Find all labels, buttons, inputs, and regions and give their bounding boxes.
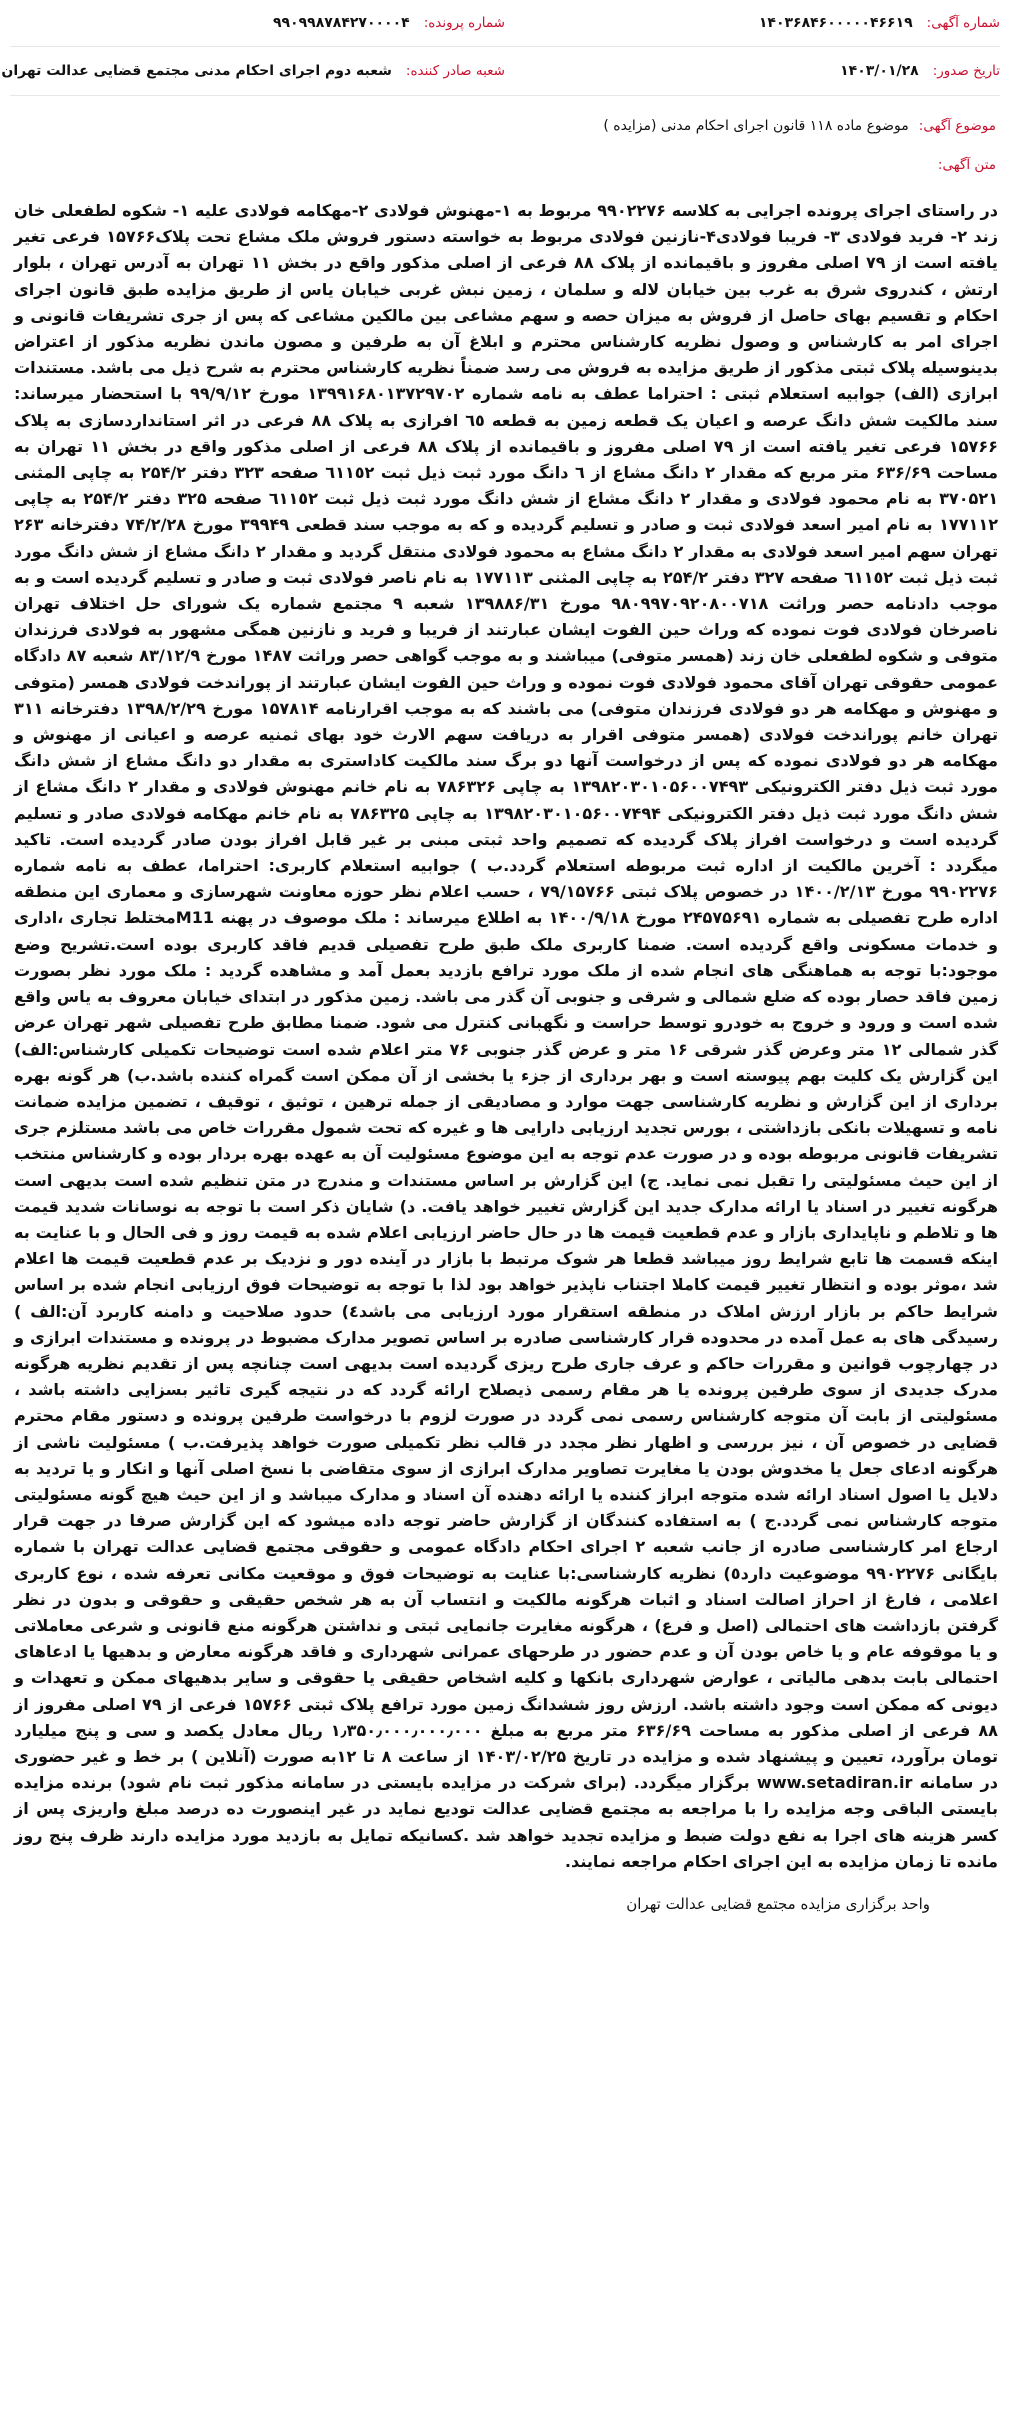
ad-number-label: شماره آگهی: [926, 15, 1000, 31]
ad-number-field [505, 15, 1000, 31]
issuer-value: شعبه دوم اجرای احکام مدنی مجتمع قضایی عدالت تهران [1, 63, 392, 79]
ad-number-value: ۱۴۰۳۶۸۴۶۰۰۰۰۰۴۶۶۱۹ [758, 15, 913, 31]
notice-body-text: در راستای اجرای پرونده اجرایی به کلاسه ۹۹۰۲۲۷۶ مربوط به ۱-مهنوش فولادی ۲-مهکامه فولادی علیه ۱- شکوه لطفعلی خان زند ۲- فرید فولادی ۳- فریبا فولادی۴-نازنین فولادی مربوط به خواسته دستور فروش ملک مشاع تحت پلاک۱۵۷۶۶ فرعی تغیر یافته است از ۷۹ اصلی مفروز و باقیمانده از پلاک ۸۸ فرعی از اصلی مذکور واقع در بخش ۱۱ تهران به آدرس تهران ، بلوار ارتش ، کندروی شرق به غرب بین خیابان لاله و سلمان ، زمین نبش غربی خیابان یاس از طریق مزایده طبق قانون اجرای احکام و تقسیم بهای حاصل از فروش به میزان حصه و سهم مشاعی بین مالکین مشاعی که پس از جری تشریفات قانونی و اجرای امر به کارشناس و وصول نظریه کارشناس محترم و ابلاغ آن به طرفین و مصون ماندن نظریه مذکور از اعتراض بدینوسیله پلاک ثبتی مذکور از طریق مزایده به فروش می رسد ضمناً نظریه کارشناس محترم به شرح ذیل می باشد. مستندات ابرازی (الف) جوابیه استعلام ثبتی : احتراما عطف به نامه شماره ۱۳۹۹۱۶۸۰۱۳۷۲۹۷۰۲ مورخ ۹۹/۹/۱۲ با استحضار میرساند: سند مالکیت شش دانگ عرصه و اعیان یک قطعه زمین به قطعه ٦٥ افرازی به پلاک ۸۸ فرعی در اثر استانداردسازی به پلاک ۱۵۷۶۶ فرعی تغیر یافته است از ۷۹ اصلی مفروز و باقیمانده از پلاک ۸۸ فرعی از اصلی مذکور واقع در بخش ۱۱ تهران به مساحت ۶۳۶/۶۹ متر مربع که مقدار ۲ دانگ مشاع از ٦ دانگ مورد ثبت ذیل ثبت ٦١١٥٢ صفحه ۳۲۳ دفتر ۲۵۴/۲ به چاپی المثنی ۳۷۰۵۲۱ به نام محمود فولادی و مقدار ۲ دانگ مشاع از شش دانگ مورد ثبت ذیل ثبت ٦١١٥٢ صفحه ۳۲۵ دفتر ۲۵۴/۲ به چاپی ۱۷۷۱۱۲ به نام امیر اسعد فولادی ثبت و صادر و تسلیم گردیده و که به موجب سند قطعی ۳۹۹۴۹ مورخ ۷۴/۲/۲۸ دفترخانه ۲۶۳ تهران سهم امیر اسعد فولادی به مقدار ۲ دانگ مشاع به محمود فولادی منتقل گردید و مقدار ۲ دانگ مشاع از شش دانگ مورد ثبت ذیل ثبت ٦١١٥٢ صفحه ۳۲۷ دفتر ۲۵۴/۲ به چاپی المثنی ۱۷۷۱۱۳ به نام ناصر فولادی ثبت و صادر و تسلیم گردیده است و به موجب دادنامه حصر وراثت ۹۸۰۹۹۷۰۹۲۰۸۰۰۷۱۸ مورخ ۱۳۹۸۸۶/۳۱ شعبه ۹ مجتمع شماره یک شورای حل اختلاف تهران ناصرخان فولادی فوت نموده که وراث حین الفوت ایشان عبارتند از فریبا و فرید و نازنین همگی مشهور به فولادی فرزندان متوفی و شکوه لطفعلی خان زند (همسر متوفی) میباشند و به موجب گواهی حصر وراثت ۱۴۸۷ مورخ ۸۳/۱۲/۹ شعبه ۸۷ دادگاه عمومی حقوقی تهران آقای محمود فولادی فوت نموده و وراث حین الفوت ایشان عبارتند از پوراندخت فولادی همسر (متوفی و مهنوش و مهکامه هر دو فولادی فرزندان متوفی) می باشند که به موجب اقرارنامه ۱۵۷۸۱۴ مورخ ۱۳۹۸/۲/۲۹ دفترخانه ۳۱۱ تهران خانم پوراندخت فولادی (همسر متوفی اقرار به دریافت سهم الارث خود بهای ثمنیه عرصه و اعیانی از مهنوش و مهکامه هر دو فولادی نموده که پس از درخواست آنها دو برگ سند مالکیت کاداستری به مقدار دو دانگ مشاع از شش دانگ مورد ثبت ذیل دفتر الکترونیکی ۱۳۹۸۲۰۳۰۱۰۵۶۰۰۷۴۹۳ به چاپی ۷۸۶۳۲۶ به نام خانم مهنوش فولادی و مقدار ۲ دانگ مشاع از شش دانگ مورد ثبت ذیل دفتر الکترونیکی ۱۳۹۸۲۰۳۰۱۰۵۶۰۰۷۴۹۴ به چاپی ۷۸۶۳۲۵ به نام خانم مهکامه فولادی صادر و تسلیم گردیده است و درخواست افراز پلاک گردیده که تصمیم واحد ثبتی مبنی بر غیر قابل افراز بودن صادر گردیده است. تاکید میگردد : آخرین مالکیت از اداره ثبت مربوطه استعلام گردد.ب ) جوابیه استعلام کاربری: احتراما، عطف به نامه شماره ۹۹۰۲۲۷۶ مورخ ۱۴۰۰/۲/۱۳ در خصوص پلاک ثبتی ۷۹/۱۵۷۶۶ ، حسب اعلام نظر حوزه معاونت شهرسازی و معماری این منطقه اداره طرح تفصیلی به شماره ۲۴۵۷۵۶۹۱ مورخ ۱۴۰۰/۹/۱۸ به اطلاع میرساند : ملک موصوف در پهنه M11مختلط تجاری ،اداری و خدمات مسکونی واقع گردیده است. ضمنا کاربری ملک طبق طرح تفصیلی قدیم فاقد کاربری بوده است.تشریح وضع موجود:با توجه به هماهنگی های انجام شده از ملک مورد ترافع بازدید بعمل آمد و مشاهده گردید : ملک مورد نظر بصورت زمین فاقد حصار بوده که ضلع شمالی و شرقی و جنوبی آن گذر می باشد. زمین مذکور در ابتدای خیابان معروف به یاس واقع شده است و ورود و خروج به خودرو توسط حراست و نگهبانی کنترل می شود. ضمنا مطابق طرح تفصیلی شهر تهران عرض گذر شمالی ۱۲ متر وعرض گذر شرقی ۱۶ متر و عرض گذر جنوبی ۷۶ متر اعلام شده است توضیحات تکمیلی کارشناس:الف) این گزارش یک کلیت بهم پیوسته است و بهر برداری از جزء یا بخشی از آن ممکن است گمراه کننده باشد.ب) هر گونه بهره برداری از این گزارش و نظریه کارشناسی جهت موارد و مصادیقی از جمله ترهین ، توثیق ، توقیف ، تضمین مزایده ضمانت نامه و تسهیلات بانکی بازداشتی ، بورس تجدید ارزیابی دارایی ها و غیره که تحت شمول مقررات خاص می باشد مستلزم جری تشریفات قانونی مربوطه بوده و در صورت عدم توجه به این موضوع مسئولیت آن به عهده بهره بردار بوده و کارشناس منتخب از این حیث مسئولیتی را تقبل نمی نماید. ج) این گزارش بر اساس مستندات و مندرج در متن تنظیم شده است بدیهی است هرگونه تغییر در اسناد یا ارائه مدارک جدید این گزارش تغییر خواهد یافت. د) شایان ذکر است با توجه به نوسانات شدید قیمت ها و تلاطم و ناپایداری بازار و عدم قطعیت قیمت ها در حال حاضر ارزیابی اعلام شده به قیمت روز و فی الحال و با عنایت به اینکه قسمت ها تابع شرایط روز میباشد قطعا هر شوک مرتبط با بازار در آینده دور و نزدیک بر عدم قطعیت قیمت ها اعلام شد ،موثر بوده و انتظار تغییر قیمت کاملا اجتناب ناپذیر خواهد بود لذا با توجه به توضیحات فوق ارزیابی انجام شده بر اساس شرایط حاکم بر بازار ارزش املاک در منطقه استقرار مورد ارزیابی می باشد٤) حدود صلاحیت و دامنه کاربرد آن:الف ) رسیدگی های به عمل آمده در محدوده قرار کارشناسی صادره بر اساس تصویر مدارک مضبوط در پرونده و مستندات ابرازی و در چهارچوب قوانین و مقررات حاکم و عرف جاری طرح ریزی گردیده است بدیهی است چنانچه پس از تقدیم نظریه هرگونه مدرک جدیدی از سوی طرفین پرونده یا هر مقام رسمی ذیصلاح ارائه گردد که در نتیجه گیری تاثیر بسزایی داشته باشد ، مسئولیتی از بابت آن متوجه کارشناس رسمی نمی گردد در صورت لزوم با درخواست طرفین پرونده و دستور مقام محترم قضایی در خصوص آن ، نیز بررسی و اظهار نظر مجدد در قالب نظر تکمیلی صورت خواهد پذیرفت.ب ) مسئولیت ناشی از هرگونه ادعای جعل یا مخدوش بودن یا مغایرت تصاویر مدارک ابرازی از سوی متقاضی با نسخ اصلی آنها و انکار و یا تردید به دلایل یا اصول اسناد ارائه شده متوجه ابراز کننده یا ارائه دهنده آن اسناد و مدارک میباشد و از این حیث هیچ گونه مسئولیتی متوجه کارشناس نمی گردد.ج ) به استفاده کنندگان از گزارش حاضر توجه داده میشود که این گزارش صرفا در جهت قرار ارجاع امر کارشناسی صادره از جانب شعبه ۲ اجرای احکام دادگاه عمومی و حقوقی مجتمع قضایی عدالت تهران با شماره بایگانی ۹۹۰۲۲۷۶ موضوعیت دارد٥) نظریه کارشناسی:با عنایت به توضیحات فوق و موقعیت مکانی تعرفه شده ، نوع کاربری اعلامی ، فارغ از احراز اصالت اسناد و اثبات هرگونه مالکیت و انتساب آن به هر شخص حقیقی و حقوقی و بدون در نظر گرفتن بازداشت های احتمالی (اصل و فرع) ، هرگونه مغایرت جانمایی ثبتی و نداشتن هرگونه منع قانونی و شرعی معاملاتی و یا موقوفه عام و یا خاص بودن آن و عدم حضور در طرحهای عمرانی شهرداری و فاقد هرگونه معارض و بدهیها یا ادعاهای احتمالی بابت بدهی مالیاتی ، عوارض شهرداری بانکها و کلیه اشخاص حقیقی یا حقوقی و سایر بدهیهای ممکن و تعهدات و دیونی که ممکن است وجود داشته باشد. ارزش روز ششدانگ زمین مورد ترافع پلاک ثبتی ۱۵۷۶۶ فرعی از ۷۹ اصلی مفروز از ۸۸ فرعی از اصلی مذکور به مساحت ۶۳۶/۶۹ متر مربع به مبلغ ۱٫۳۵۰٫۰۰۰٫۰۰۰٫۰۰۰ ریال معادل یکصد و سی و پنج میلیارد تومان برآورد، تعیین و پیشنهاد شده و مزایده در تاریخ ۱۴۰۳/۰۲/۲۵ از ساعت ۸ تا ۱۲به صورت (آنلاین ) بر خط و غیر حضوری در سامانه www.setadiran.ir برگزار میگردد. (برای شرکت در مزایده بایستی در سامانه مذکور ثبت نام شود) برنده مزایده بایستی الباقی وجه مزایده را با مراجعه به مجتمع قضایی عدالت تودیع نماید در غیر اینصورت ده درصد مبلغ واریزی پس از کسر هزینه های اجرا به نفع دولت ضبط و مزایده تجدید خواهد شد .کسانیکه تمایل به بازدید مورد مزایده دارند ظرف پنج روز مانده تا زمان مزایده به این اجرای احکام مراجعه نمایند. [14, 201, 999, 1871]
issuer-label: شعبه صادر کننده: [405, 63, 505, 79]
body-label-row [10, 146, 1000, 184]
issuer-field [1, 63, 505, 79]
header-row-1 [10, 0, 1000, 47]
issue-date-field [505, 63, 1000, 79]
subject-text: موضوع ماده ۱۱۸ قانون اجرای احکام مدنی (مزایده ) [603, 118, 909, 134]
header-row-2 [1, 47, 1000, 96]
case-number-value: ۹۹۰۹۹۸۷۸۴۲۷۰۰۰۰۴ [272, 15, 410, 31]
issue-date-label: تاریخ صدور: [932, 63, 1000, 79]
case-number-label: شماره پرونده: [423, 15, 505, 31]
subject-label: موضوع آگهی: [918, 118, 996, 134]
body-label: متن آگهی: [937, 157, 996, 173]
case-number-field [10, 15, 505, 31]
issue-date-value: ۱۴۰۳/۰۱/۲۸ [840, 63, 919, 79]
subject-row [10, 106, 1000, 146]
signature-line: واحد برگزاری مزایده مجتمع قضایی عدالت تهران [626, 1895, 930, 1913]
